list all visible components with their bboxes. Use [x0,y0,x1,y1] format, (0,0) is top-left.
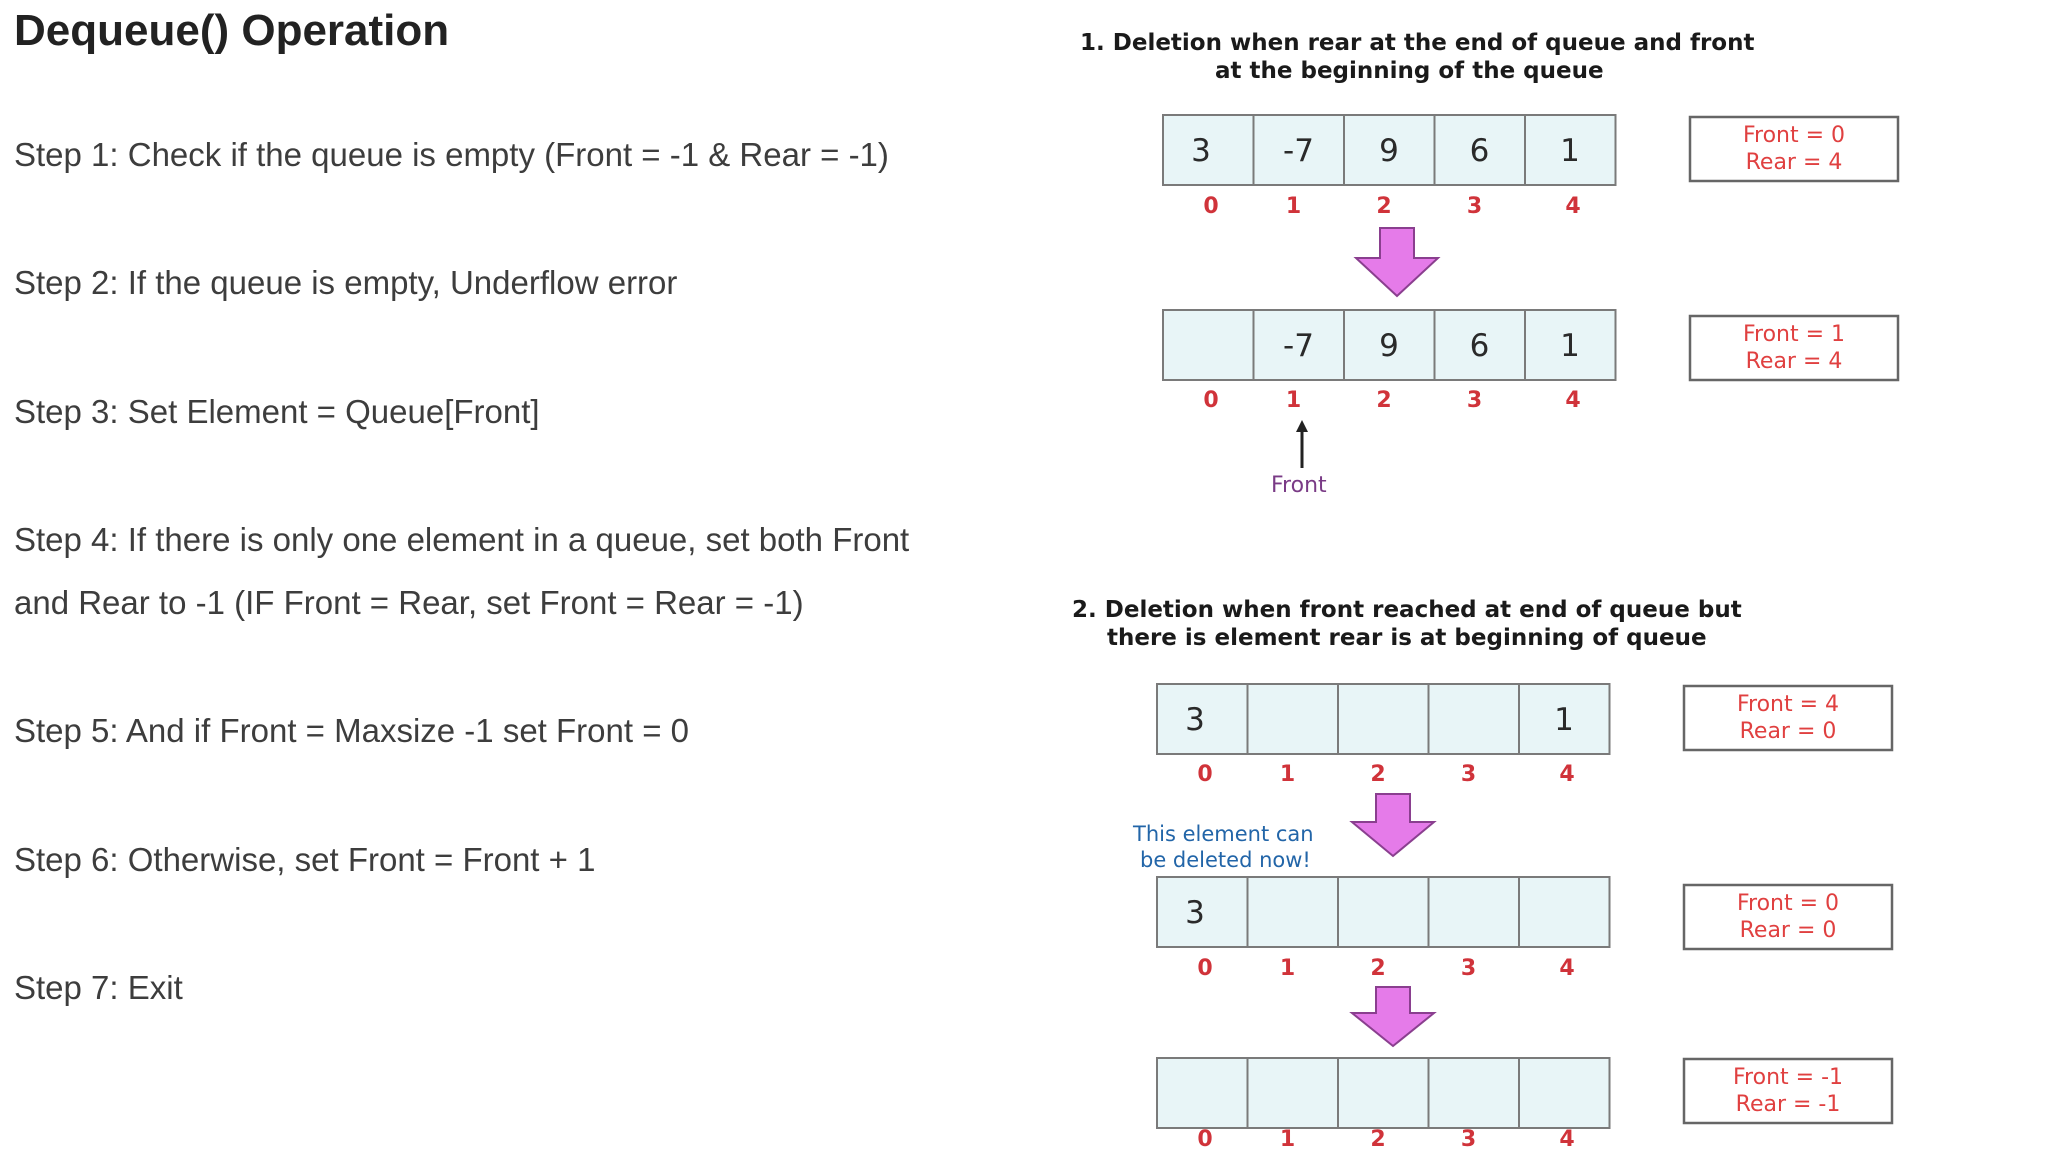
queue-cell [1519,877,1610,947]
queue-cell-value: 9 [1379,328,1399,364]
state-rear: Rear = 0 [1739,918,1837,943]
queue-index-label: 0 [1203,388,1219,413]
queue-index-label: 2 [1370,956,1386,981]
queue-cell [1248,877,1339,947]
queue-index-label: 0 [1197,762,1213,787]
queue-cell-value: 6 [1469,133,1490,169]
delete-note-line-1: This element can [1133,822,1314,846]
queue-index-label: 2 [1370,762,1386,787]
state-front: Front = 1 [1742,322,1846,347]
queue-index-label: 2 [1376,194,1392,219]
queue-cell-value: 3 [1185,895,1205,931]
queue-cell [1157,1058,1248,1128]
queue-cell [1248,1058,1339,1128]
down-arrow-icon [1352,987,1434,1046]
up-arrow-icon [1296,420,1308,432]
state-box [1690,117,1898,181]
queue-index-label: 3 [1460,762,1477,787]
queue-index-label: 1 [1279,956,1296,981]
state-front: Front = 4 [1736,692,1840,717]
down-arrow-icon [1352,794,1434,856]
queue-index-label: 0 [1203,194,1219,219]
delete-note-line-2: be deleted now! [1140,848,1311,872]
queue-index-label: 3 [1466,194,1483,219]
queue-index-label: 1 [1285,194,1302,219]
state-rear: Rear = -1 [1735,1092,1841,1117]
queue-wrap-front-4 [1157,684,1610,787]
queue-after-dequeue [1163,310,1616,413]
step-4-line-2: and Rear to -1 (IF Front = Rear, set Front = Rear = -1) [14,584,804,621]
queue-before-dequeue [1163,115,1616,219]
queue-cell [1519,1058,1610,1128]
page-title: Dequeue() Operation [14,6,450,55]
queue-index-label: 0 [1197,956,1213,981]
queue-cell [1338,684,1429,754]
queue-index-label: 4 [1559,762,1575,787]
queue-index-label: 0 [1197,1127,1213,1152]
state-box [1684,1059,1892,1123]
state-rear: Rear = 4 [1745,150,1843,175]
step-5: Step 5: And if Front = Maxsize -1 set Front = 0 [14,712,689,749]
state-rear: Rear = 0 [1739,719,1837,744]
queue-cell-value: 1 [1560,133,1580,169]
queue-cell-value: -7 [1283,328,1314,364]
queue-index-label: 4 [1565,388,1581,413]
queue-cell [1338,877,1429,947]
section1-caption-line-1: 1. Deletion when rear at the end of queue and front [1080,30,1755,56]
step-3: Step 3: Set Element = Queue[Front] [14,393,540,430]
front-pointer-label: Front [1271,473,1327,498]
queue-index-label: 4 [1559,956,1575,981]
queue-cell [1429,684,1520,754]
queue-cell-value: -7 [1283,133,1314,169]
section2-caption-line-1: 2. Deletion when front reached at end of queue but [1072,597,1742,623]
queue-cell [1163,310,1254,380]
state-box [1684,686,1892,750]
state-box [1684,885,1892,949]
queue-empty [1157,1058,1610,1152]
queue-cell [1429,877,1520,947]
queue-cell [1338,1058,1429,1128]
queue-index-label: 2 [1376,388,1392,413]
step-4-line-1: Step 4: If there is only one element in a queue, set both Front [14,521,910,558]
step-6: Step 6: Otherwise, set Front = Front + 1 [14,841,596,878]
queue-cell-value: 1 [1560,328,1580,364]
queue-wrap-front-0 [1157,877,1610,981]
queue-index-label: 2 [1370,1127,1386,1152]
queue-index-label: 4 [1559,1127,1575,1152]
queue-cell-value: 6 [1469,328,1490,364]
queue-index-label: 1 [1279,1127,1296,1152]
state-front: Front = 0 [1736,891,1840,916]
state-front: Front = 0 [1742,123,1846,148]
section2-caption-line-2: there is element rear is at beginning of queue [1107,625,1707,651]
section1-caption-line-2: at the beginning of the queue [1215,58,1604,84]
queue-cell [1248,684,1339,754]
queue-index-label: 3 [1460,1127,1477,1152]
state-front: Front = -1 [1733,1065,1843,1090]
queue-index-label: 1 [1285,388,1302,413]
queue-cell-value: 3 [1191,133,1211,169]
queue-index-label: 3 [1460,956,1477,981]
step-1: Step 1: Check if the queue is empty (Front = -1 & Rear = -1) [14,136,889,173]
down-arrow-icon [1356,228,1438,296]
queue-cell-value: 3 [1185,702,1205,738]
queue-cell-value: 9 [1379,133,1399,169]
queue-cell-value: 1 [1554,702,1574,738]
queue-cell [1429,1058,1520,1128]
queue-index-label: 1 [1279,762,1296,787]
step-7: Step 7: Exit [14,969,183,1006]
step-2: Step 2: If the queue is empty, Underflow error [14,264,678,301]
state-rear: Rear = 4 [1745,349,1843,374]
queue-index-label: 3 [1466,388,1483,413]
state-box [1690,316,1898,380]
queue-index-label: 4 [1565,194,1581,219]
